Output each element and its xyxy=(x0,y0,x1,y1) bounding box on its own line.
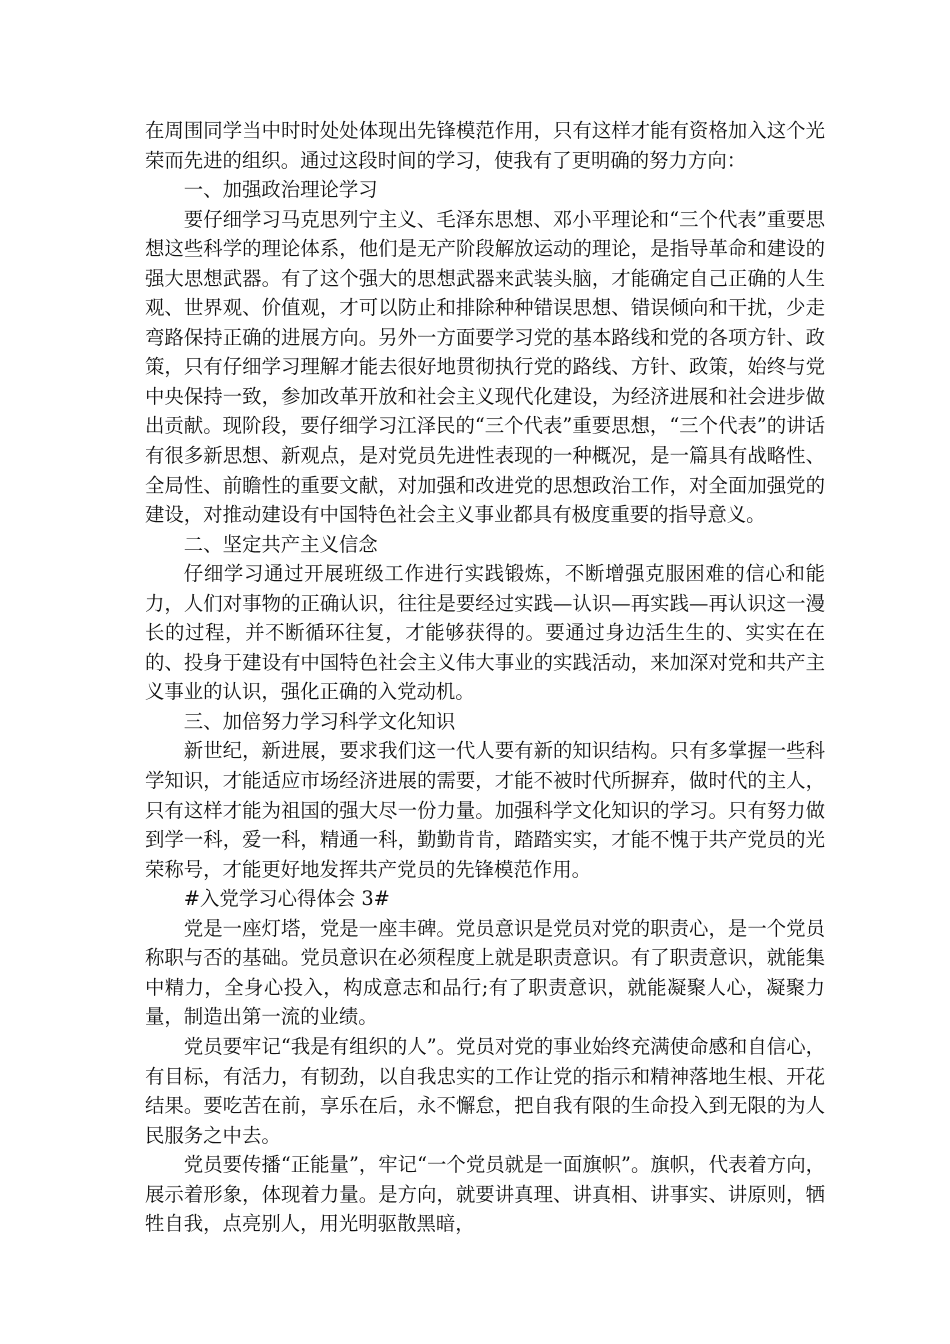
paragraph-knowledge: 新世纪，新进展，要求我们这一代人要有新的知识结构。只有多掌握一些科学知识，才能适应市场经济进展的需要，才能不被时代所摒弃，做时代的主人，只有这样才能为祖国的强大尽一份力量。加强科学文化知识的学习。只有努力做到学一科，爱一科，精通一科，勤勤肯肯，踏踏实实，才能不愧于共产党员的光荣称号，才能更好地发挥共产党员的先锋模范作用。 xyxy=(145,739,825,881)
section-heading-1: 一、加强政治理论学习 xyxy=(183,178,378,202)
section-heading-3: 三、加倍努力学习科学文化知识 xyxy=(183,709,456,733)
paragraph-belief: 仔细学习通过开展班级工作进行实践锻炼，不断增强克服困难的信心和能力，人们对事物的正确认识，往往是要经过实践—认识—再实践—再认识这一漫长的过程，并不断循环往复，才能够获得的。要通过身边活生生的、实实在在的、投身于建设有中国特色社会主义伟大事业的实践活动，来加深对党和共产主义事业的认识，强化正确的入党动机。 xyxy=(145,562,825,704)
section-heading-2: 二、坚定共产主义信念 xyxy=(183,532,378,556)
document-page xyxy=(145,116,825,1239)
paragraph-theory-study: 要仔细学习马克思列宁主义、毛泽东思想、邓小平理论和“三个代表”重要思想这些科学的理论体系，他们是无产阶段解放运动的理论，是指导革命和建设的强大思想武器。有了这个强大的思想武器来武装头脑，才能确定自己正确的人生观、世界观、价值观，才可以防止和排除种种错误思想、错误倾向和干扰，少走弯路保持正确的进展方向。另外一方面要学习党的基本路线和党的各项方针、政策，只有仔细学习理解才能去很好地贯彻执行党的路线、方针、政策，始终与党中央保持一致，参加改革开放和社会主义现代化建设，为经济进展和社会进步做出贡献。现阶段，要仔细学习江泽民的“三个代表”重要思想，“三个代表”的讲话有很多新思想、新观点，是对党员先进性表现的一种概况，是一篇具有战略性、全局性、前瞻性的重要文献，对加强和改进党的思想政治工作，对全面加强党的建设，对推动建设有中国特色社会主义事业都具有极度重要的指导意义。 xyxy=(145,207,825,527)
article-heading-3: #入党学习心得体会 3# xyxy=(183,887,390,911)
paragraph-intro: 在周围同学当中时时处处体现出先锋模范作用，只有这样才能有资格加入这个光荣而先进的组织。通过这段时间的学习，使我有了更明确的努力方向： xyxy=(145,119,825,172)
paragraph-positive-energy: 党员要传播“正能量”，牢记“一个党员就是一面旗帜”。旗帜，代表着方向，展示着形象，体现着力量。是方向，就要讲真理、讲真相、讲事实、讲原则，牺牲自我，点亮别人，用光明驱散黑暗， xyxy=(145,1153,825,1236)
paragraph-organization: 党员要牢记“我是有组织的人”。党员对党的事业始终充满使命感和自信心，有目标，有活力，有韧劲，以自我忠实的工作让党的指示和精神落地生根、开花结果。要吃苦在前，享乐在后，永不懈怠，把自我有限的生命投入到无限的为人民服务之中去。 xyxy=(145,1034,825,1147)
paragraph-lighthouse: 党是一座灯塔，党是一座丰碑。党员意识是党员对党的职责心，是一个党员称职与否的基础。党员意识在必须程度上就是职责意识。有了职责意识，就能集中精力，全身心投入，构成意志和品行;有了职责意识，就能凝聚人心，凝聚力量，制造出第一流的业绩。 xyxy=(145,916,825,1029)
